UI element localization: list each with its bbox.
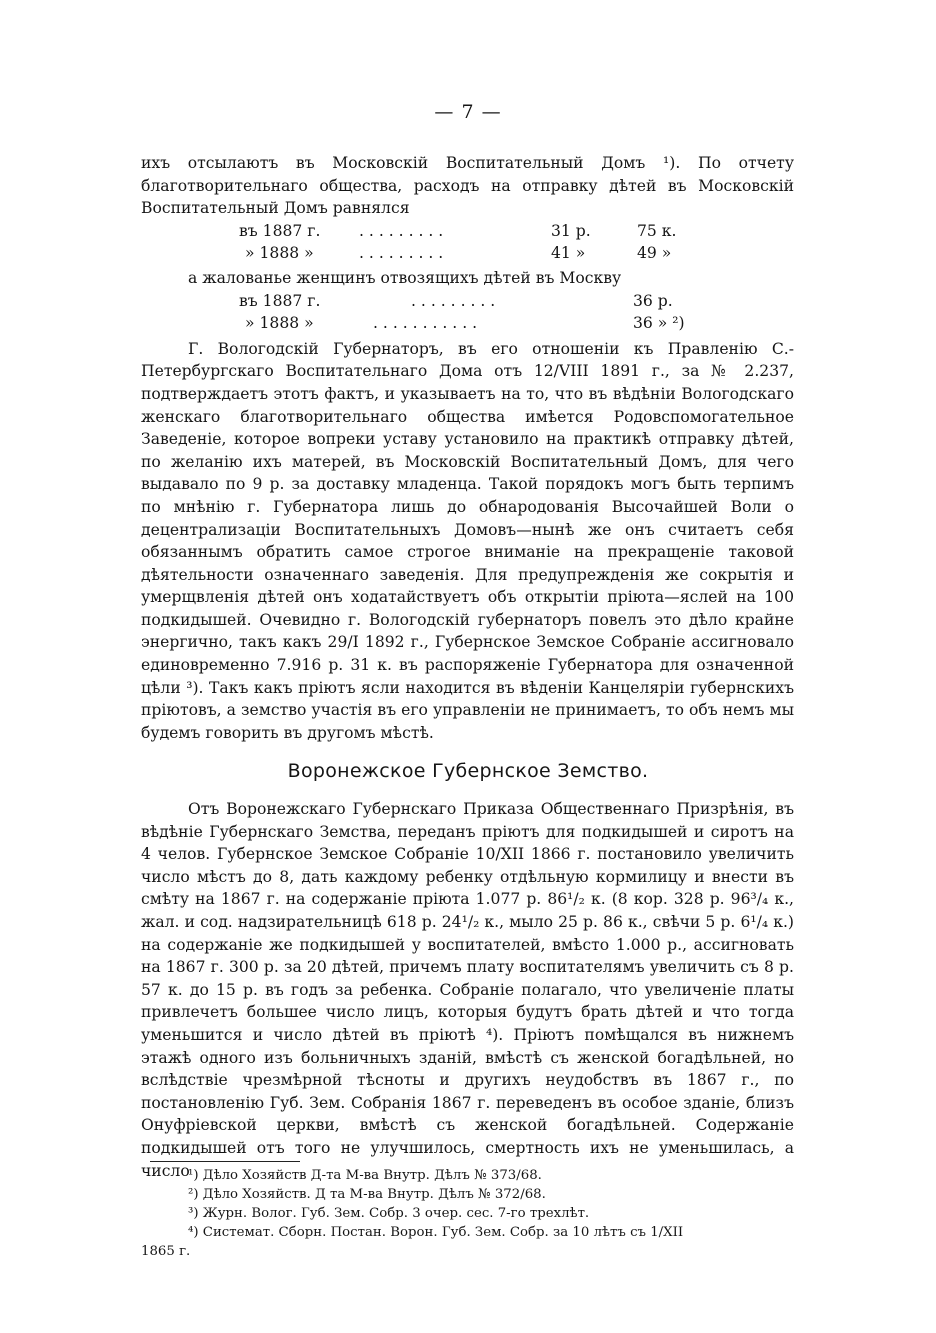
page-number: — 7 — bbox=[434, 101, 502, 123]
section-heading: Воронежское Губернское Земство. bbox=[287, 760, 649, 782]
row-leader-dots: . . . . . . . . . bbox=[359, 244, 444, 263]
voronezh-paragraph: Отъ Воронежскаго Губернскаго Приказа Общественнаго Призрѣнія, въ вѣдѣніе Губернскаго Земства, переданъ пріютъ для подкидышей и сиротъ на 4 челов. Губернское Земское Собраніе 10/XII 1866 г. постановило увеличить число мѣстъ до 8, дать каждому ребенку отдѣльную кормилицу и внести въ смѣту на 1867 г. на содержаніе пріюта 1.077 р. 86¹/₂ к. (8 кор. 328 р. 96³/₄ к., жал. и сод. надзирательницѣ 618 р. 24¹/₂ к., мыло 25 р. 86 к., свѣчи 5 р. 6¹/₄ к.) на содержаніе же подкидышей у воспитателей, вмѣсто 1.000 р., ассигновать на 1867 г. 300 р. за 20 дѣтей, причемъ плату воспитателямъ увеличить съ 8 р. 57 к. до 15 р. въ годъ за ребенка. Собраніе полагало, что увеличеніе платы привлечетъ большее число лицъ, которыя будутъ брать дѣтей и что тогда уменьшится и число дѣтей въ пріютѣ ⁴). Пріютъ помѣщался въ нижнемъ этажѣ одного изъ больничныхъ зданій, вмѣстѣ съ женской богадѣльней, но вслѣдствіе чрезмѣрной тѣсноты и другихъ неудобствъ въ 1867 г., по постановленію Губ. Зем. Собранія 1867 г. переведенъ въ особое зданіе, близъ Онуфріевской церкви, вмѣстѣ съ женской богадѣльней. Содержаніе подкидышей отъ того не улучшилось, смертность ихъ не уменьшилась, а число bbox=[141, 800, 794, 1180]
row-year: » 1888 » bbox=[245, 244, 314, 263]
row-leader-dots: . . . . . . . . . . . bbox=[373, 314, 478, 333]
footnote bbox=[141, 1223, 794, 1242]
salary-row-1888 bbox=[141, 312, 794, 335]
footnote-marker: ²) bbox=[188, 1187, 199, 1202]
footnote-continuation: 1865 г. bbox=[141, 1244, 191, 1259]
footnote-text: Дѣло Хозяйств Д-та М-ва Внутр. Дѣлъ № 373/68. bbox=[202, 1168, 542, 1183]
footnote bbox=[141, 1204, 794, 1223]
row-leader-dots: . . . . . . . . . bbox=[411, 291, 496, 310]
footnote bbox=[141, 1185, 794, 1204]
expense-row-1888 bbox=[141, 242, 794, 265]
salary-row-1887 bbox=[141, 290, 794, 313]
footnotes bbox=[141, 1166, 794, 1261]
footnote-text: Системат. Сборн. Постан. Ворон. Губ. Зем. Собр. за 10 лѣтъ съ 1/XII bbox=[202, 1225, 684, 1240]
row-kopecks: 75 к. bbox=[637, 221, 677, 240]
row-year: въ 1887 г. bbox=[239, 221, 321, 240]
footnote bbox=[141, 1166, 794, 1185]
row-rubles: 31 р. bbox=[551, 221, 591, 240]
footnote-marker: ⁴) bbox=[188, 1225, 199, 1240]
salary-caption: а жалованье женщинъ отвозящихъ дѣтей въ Москву bbox=[188, 268, 622, 287]
row-rubles: 41 » bbox=[551, 244, 586, 263]
expense-row-1887 bbox=[141, 220, 794, 243]
row-rubles: 36 » ²) bbox=[633, 314, 685, 333]
footnote-text: Журн. Волог. Губ. Зем. Собр. 3 очер. сес. 7-го трехлѣт. bbox=[202, 1206, 590, 1221]
footnote-text: Дѣло Хозяйств. Д та М-ва Внутр. Дѣлъ № 372/68. bbox=[202, 1187, 546, 1202]
footnote-marker: ¹) bbox=[188, 1168, 199, 1183]
governor-paragraph: Г. Вологодскій Губернаторъ, въ его отношеніи къ Правленію С.-Петербургскаго Воспитательнаго Дома отъ 12/VIII 1891 г., за № 2.237, подтверждаетъ этотъ фактъ, и указываетъ на то, что въ вѣдѣніи Вологодскаго женскаго благотворительнаго общества имѣется Родовспомогательное Заведеніе, которое вопреки уставу установило на практикѣ отправку дѣтей, по желанію ихъ матерей, въ Московскій Воспитательный Домъ, для чего выдавало по 9 р. за доставку младенца. Такой порядокъ могъ быть терпимъ по мнѣнію г. Губернатора лишь до обнародованія Высочайшей Воли о децентрализаціи Воспитательныхъ Домовъ—нынѣ же онъ считаетъ себя обязаннымъ обратить самое строгое вниманіе на прекращеніе таковой дѣятельности означеннаго заведенія. Для предупрежденія же сокрытія и умерщвленія дѣтей онъ ходатайствуетъ объ открытіи пріюта—яслей на 100 подкидышей. Очевидно г. Вологодскій губернаторъ повелъ это дѣло крайне энергично, такъ какъ 29/I 1892 г., Губернское Земское Собраніе ассигновало единовременно 7.916 р. 31 к. въ распоряженіе Губернатора для означенной цѣли ³). Такъ какъ пріютъ ясли находится въ вѣденіи Канцеляріи губернскихъ пріютовъ, а земство участія въ его управленіи не принимаетъ, то объ немъ мы будемъ говорить въ другомъ мѣстѣ. bbox=[141, 339, 794, 742]
intro-paragraph: ихъ отсылаютъ въ Московскій Воспитательный Домъ ¹). По отчету благотворительнаго общества, расходъ на отправку дѣтей въ Московскій Воспитательный Домъ равнялся bbox=[141, 154, 794, 218]
main-text-bottom bbox=[141, 798, 794, 1182]
row-year: въ 1887 г. bbox=[239, 291, 321, 310]
footnote-marker: ³) bbox=[188, 1206, 199, 1221]
row-year: » 1888 » bbox=[245, 314, 314, 333]
row-rubles: 36 р. bbox=[633, 291, 673, 310]
footnote-divider bbox=[150, 1161, 300, 1162]
row-kopecks: 49 » bbox=[637, 244, 672, 263]
row-leader-dots: . . . . . . . . . bbox=[359, 221, 444, 240]
main-text-top bbox=[141, 152, 794, 744]
